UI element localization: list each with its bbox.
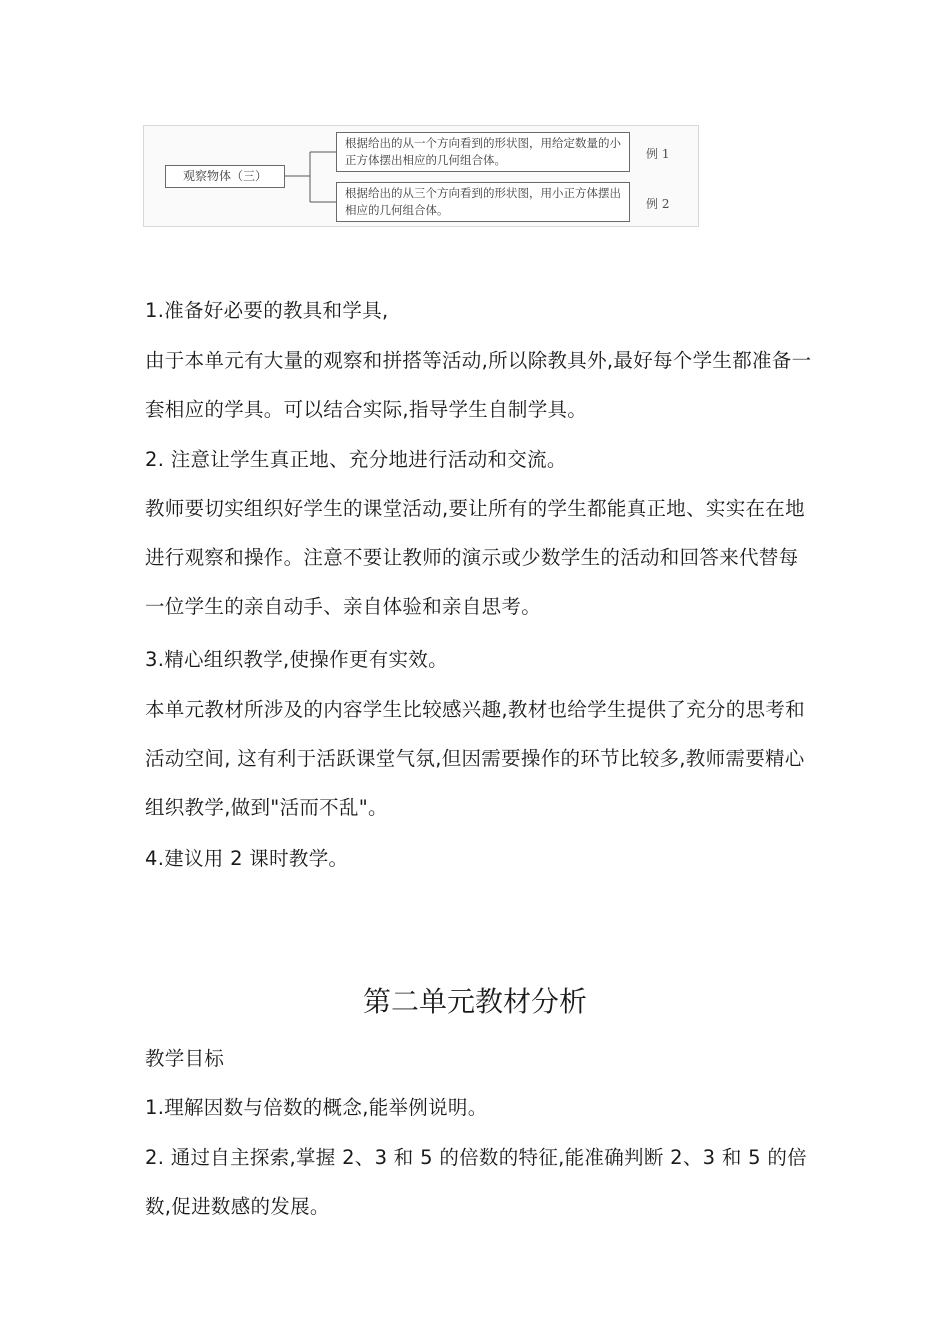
paragraph-item-1-body: 由于本单元有大量的观察和拼搭等活动,所以除教具外,最好每个学生都准备一套相应的学具。可以结合实际,指导学生自制学具。 [145,349,812,421]
section-goal-2: 2. 通过自主探索,掌握 2、3 和 5 的倍数的特征,能准确判断 2、3 和 5 的倍数,促进数感的发展。 [145,1146,807,1218]
diagram-example-2-label: 例 2 [646,197,670,211]
section-subheading: 教学目标 [145,1047,225,1070]
paragraph-item-2: 2. 注意让学生真正地、充分地进行活动和交流。 [145,448,567,471]
diagram-branch-1: 根据给出的从一个方向看到的形状图，用给定数量的小正方体摆出相应的几何组合体。 [336,132,630,172]
section-goal-1: 1.理解因数与倍数的概念,能举例说明。 [145,1096,488,1119]
diagram-branch-2: 根据给出的从三个方向看到的形状图，用小正方体摆出相应的几何组合体。 [336,182,630,222]
paragraph-item-3-body: 本单元教材所涉及的内容学生比较感兴趣,教材也给学生提供了充分的思考和活动空间, 这有利于活跃课堂气氛,但因需要操作的环节比较多,教师需要精心组织教学,做到"活而不乱"。 [145,698,805,819]
paragraph-item-1: 1.准备好必要的教具和学具, [145,299,389,322]
diagram-example-1-label: 例 1 [646,147,670,161]
diagram-root-node: 观察物体（三） [165,165,285,188]
paragraph-item-3: 3.精心组织教学,使操作更有实效。 [145,648,448,671]
concept-diagram [143,125,699,227]
paragraph-item-2-body: 教师要切实组织好学生的课堂活动,要让所有的学生都能真正地、实实在在地进行观察和操作。注意不要让教师的演示或少数学生的活动和回答来代替每一位学生的亲自动手、亲自体验和亲自思考。 [145,497,805,618]
section-title: 第二单元教材分析 [362,985,587,1018]
paragraph-item-4: 4.建议用 2 课时教学。 [145,847,349,870]
